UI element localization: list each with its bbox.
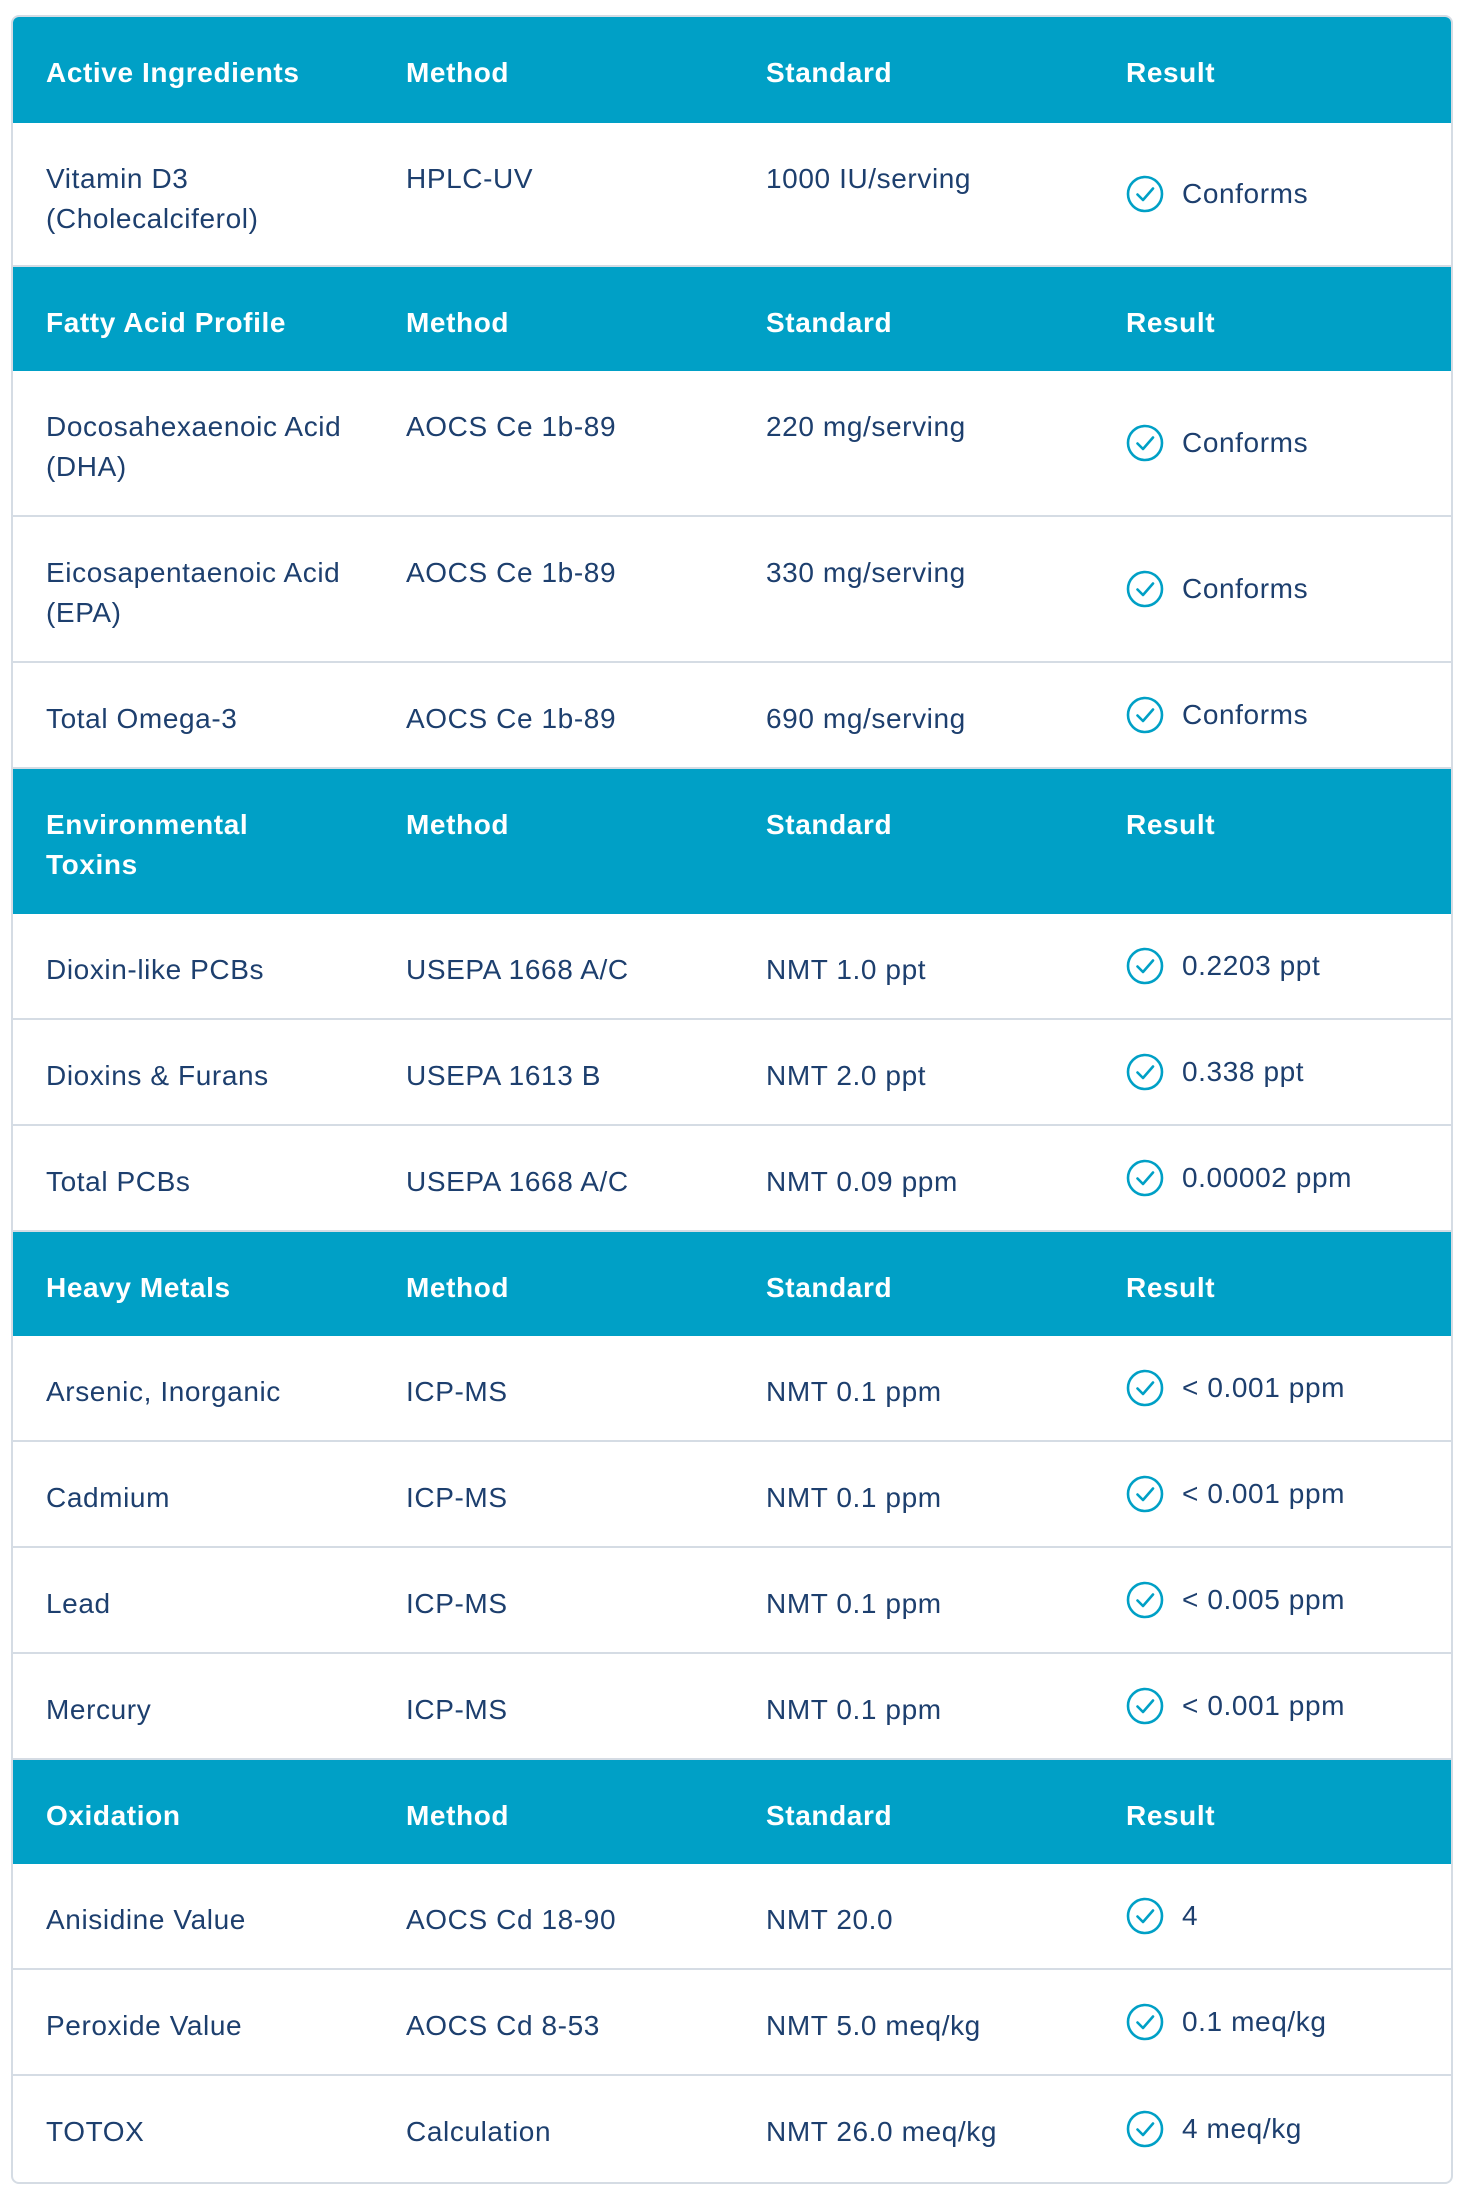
table-row bbox=[13, 123, 1451, 267]
header-category: Fatty Acid Profile bbox=[46, 307, 287, 338]
result-cell bbox=[1093, 2076, 1451, 2182]
test-method: ICP-MS bbox=[406, 1694, 508, 1725]
test-method: Calculation bbox=[406, 2116, 552, 2147]
result-cell bbox=[1093, 371, 1451, 515]
ingredient-name: Dioxin-like PCBs bbox=[46, 954, 265, 985]
test-method: ICP-MS bbox=[406, 1376, 508, 1407]
result-value: < 0.001 ppm bbox=[1182, 1478, 1346, 1509]
ingredient-name: Docosahexaenoic Acid (DHA) bbox=[46, 411, 342, 482]
result-cell bbox=[1093, 517, 1451, 661]
standard-value: NMT 0.1 ppm bbox=[766, 1482, 942, 1513]
result-cell bbox=[1093, 1970, 1451, 2074]
result-value: 0.338 ppt bbox=[1182, 1056, 1305, 1087]
result-cell bbox=[1093, 1548, 1451, 1652]
table-row bbox=[13, 1864, 1451, 1970]
header-result: Result bbox=[1126, 57, 1216, 88]
ingredient-name: Mercury bbox=[46, 1694, 152, 1725]
standard-value: NMT 0.1 ppm bbox=[766, 1694, 942, 1725]
result-cell bbox=[1093, 663, 1451, 767]
standard-value: 1000 IU/serving bbox=[766, 163, 972, 194]
ingredient-name: Arsenic, Inorganic bbox=[46, 1376, 281, 1407]
standard-value: NMT 0.1 ppm bbox=[766, 1588, 942, 1619]
check-circle-icon bbox=[1126, 1475, 1164, 1513]
result-cell bbox=[1093, 123, 1451, 265]
result-value: < 0.001 ppm bbox=[1182, 1690, 1346, 1721]
table-row bbox=[13, 914, 1451, 1020]
header-result: Result bbox=[1126, 1272, 1216, 1303]
table-row bbox=[13, 1548, 1451, 1654]
standard-value: 690 mg/serving bbox=[766, 703, 966, 734]
section-header-heavy-metals bbox=[13, 1232, 1451, 1336]
result-value: 4 meq/kg bbox=[1182, 2113, 1302, 2144]
standard-value: NMT 5.0 meq/kg bbox=[766, 2010, 981, 2041]
table-row bbox=[13, 1442, 1451, 1548]
standard-value: NMT 0.09 ppm bbox=[766, 1166, 958, 1197]
ingredient-name: TOTOX bbox=[46, 2116, 145, 2147]
test-method: AOCS Cd 8-53 bbox=[406, 2010, 600, 2041]
header-category: Heavy Metals bbox=[46, 1272, 231, 1303]
ingredient-name: Cadmium bbox=[46, 1482, 171, 1513]
check-circle-icon bbox=[1126, 2110, 1164, 2148]
section-header-fatty-acid-profile bbox=[13, 267, 1451, 371]
header-method: Method bbox=[406, 1800, 510, 1831]
result-value: 4 bbox=[1182, 1900, 1199, 1931]
test-method: ICP-MS bbox=[406, 1482, 508, 1513]
table-row bbox=[13, 1970, 1451, 2076]
certificate-of-analysis-table bbox=[11, 15, 1453, 2184]
ingredient-name: Lead bbox=[46, 1588, 111, 1619]
result-cell bbox=[1093, 1126, 1451, 1230]
result-cell bbox=[1093, 1336, 1451, 1440]
header-standard: Standard bbox=[766, 307, 893, 338]
test-method: AOCS Ce 1b-89 bbox=[406, 557, 617, 588]
table-row bbox=[13, 663, 1451, 769]
result-value: 0.2203 ppt bbox=[1182, 950, 1321, 981]
result-cell bbox=[1093, 914, 1451, 1018]
standard-value: NMT 0.1 ppm bbox=[766, 1376, 942, 1407]
test-method: AOCS Cd 18-90 bbox=[406, 1904, 617, 1935]
result-value: Conforms bbox=[1182, 573, 1309, 604]
check-circle-icon bbox=[1126, 1159, 1164, 1197]
check-circle-icon bbox=[1126, 1053, 1164, 1091]
result-value: < 0.001 ppm bbox=[1182, 1372, 1346, 1403]
result-cell bbox=[1093, 1864, 1451, 1968]
header-method: Method bbox=[406, 809, 510, 840]
test-method: AOCS Ce 1b-89 bbox=[406, 411, 617, 442]
header-category: Oxidation bbox=[46, 1800, 181, 1831]
header-standard: Standard bbox=[766, 1272, 893, 1303]
section-header-active-ingredients bbox=[13, 17, 1451, 123]
ingredient-name: Dioxins & Furans bbox=[46, 1060, 269, 1091]
result-cell bbox=[1093, 1020, 1451, 1124]
standard-value: 220 mg/serving bbox=[766, 411, 966, 442]
test-method: AOCS Ce 1b-89 bbox=[406, 703, 617, 734]
test-method: USEPA 1613 B bbox=[406, 1060, 602, 1091]
header-result: Result bbox=[1126, 1800, 1216, 1831]
ingredient-name: Peroxide Value bbox=[46, 2010, 243, 2041]
standard-value: NMT 2.0 ppt bbox=[766, 1060, 927, 1091]
table-row bbox=[13, 517, 1451, 663]
test-method: USEPA 1668 A/C bbox=[406, 954, 629, 985]
result-value: Conforms bbox=[1182, 178, 1309, 209]
result-value: Conforms bbox=[1182, 699, 1309, 730]
header-method: Method bbox=[406, 1272, 510, 1303]
check-circle-icon bbox=[1126, 1897, 1164, 1935]
table-row bbox=[13, 2076, 1451, 2182]
standard-value: NMT 1.0 ppt bbox=[766, 954, 927, 985]
table-row bbox=[13, 1336, 1451, 1442]
check-circle-icon bbox=[1126, 947, 1164, 985]
header-method: Method bbox=[406, 307, 510, 338]
result-cell bbox=[1093, 1442, 1451, 1546]
standard-value: NMT 26.0 meq/kg bbox=[766, 2116, 998, 2147]
ingredient-name: Vitamin D3 (Cholecalciferol) bbox=[46, 163, 259, 234]
result-cell bbox=[1093, 1654, 1451, 1758]
table-row bbox=[13, 371, 1451, 517]
header-standard: Standard bbox=[766, 57, 893, 88]
result-value: 0.1 meq/kg bbox=[1182, 2006, 1327, 2037]
check-circle-icon bbox=[1126, 424, 1164, 462]
header-category: Active Ingredients bbox=[46, 57, 300, 88]
check-circle-icon bbox=[1126, 1369, 1164, 1407]
check-circle-icon bbox=[1126, 1687, 1164, 1725]
result-value: < 0.005 ppm bbox=[1182, 1584, 1346, 1615]
standard-value: NMT 20.0 bbox=[766, 1904, 894, 1935]
check-circle-icon bbox=[1126, 696, 1164, 734]
table-row bbox=[13, 1126, 1451, 1232]
test-method: HPLC-UV bbox=[406, 163, 534, 194]
ingredient-name: Total PCBs bbox=[46, 1166, 191, 1197]
check-circle-icon bbox=[1126, 1581, 1164, 1619]
standard-value: 330 mg/serving bbox=[766, 557, 966, 588]
header-method: Method bbox=[406, 57, 510, 88]
test-method: ICP-MS bbox=[406, 1588, 508, 1619]
table-row bbox=[13, 1020, 1451, 1126]
result-value: 0.00002 ppm bbox=[1182, 1162, 1353, 1193]
section-header-oxidation bbox=[13, 1760, 1451, 1864]
header-standard: Standard bbox=[766, 809, 893, 840]
ingredient-name: Total Omega-3 bbox=[46, 703, 238, 734]
header-standard: Standard bbox=[766, 1800, 893, 1831]
test-method: USEPA 1668 A/C bbox=[406, 1166, 629, 1197]
ingredient-name: Eicosapentaenoic Acid (EPA) bbox=[46, 557, 341, 628]
check-circle-icon bbox=[1126, 2003, 1164, 2041]
header-result: Result bbox=[1126, 809, 1216, 840]
section-header-environmental-toxins bbox=[13, 769, 1451, 914]
ingredient-name: Anisidine Value bbox=[46, 1904, 246, 1935]
table-row bbox=[13, 1654, 1451, 1760]
header-category: Environmental Toxins bbox=[46, 809, 249, 880]
result-value: Conforms bbox=[1182, 427, 1309, 458]
header-result: Result bbox=[1126, 307, 1216, 338]
check-circle-icon bbox=[1126, 175, 1164, 213]
check-circle-icon bbox=[1126, 570, 1164, 608]
